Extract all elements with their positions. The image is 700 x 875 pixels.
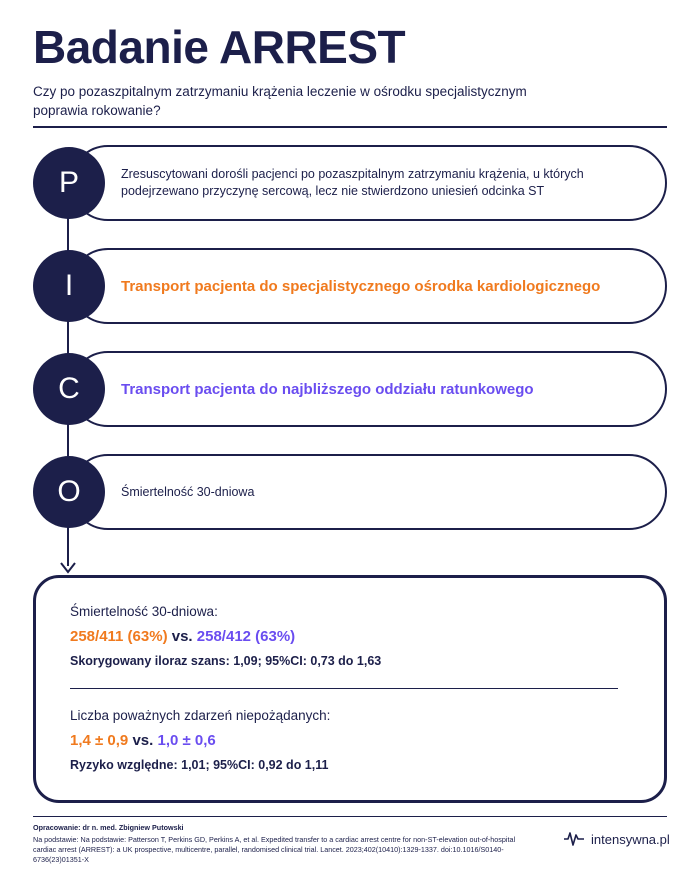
- outcome-text: Śmiertelność 30-dniowa: [121, 484, 255, 499]
- mortality-stat: Skorygowany iloraz szans: 1,09; 95%CI: 0,73 do 1,63: [70, 654, 382, 668]
- mortality-label: Śmiertelność 30-dniowa:: [70, 604, 218, 619]
- page-subtitle: Czy po pozaszpitalnym zatrzymaniu krążenia leczenie w ośrodku specjalistycznym poprawia rokowanie?: [33, 84, 527, 118]
- adverse-label: Liczba poważnych zdarzeń niepożądanych:: [70, 708, 331, 723]
- divider: [33, 126, 667, 128]
- mortality-intervention: 258/411 (63%): [70, 628, 168, 645]
- pico-letter-p: P: [33, 147, 105, 219]
- adverse-values: [70, 732, 216, 749]
- mortality-values: [70, 628, 295, 645]
- population-text: Zresuscytowani dorośli pacjenci po pozaszpitalnym zatrzymaniu krążenia, u których podejrzewano przyczynę sercową, lecz nie stwierdzono uniesień odcinka ST: [121, 167, 584, 198]
- adverse-control: 1,0 ± 0,6: [157, 732, 216, 749]
- results-box: [33, 575, 667, 803]
- pico-letter-c: C: [33, 353, 105, 425]
- vs-label: vs.: [171, 628, 193, 645]
- divider: [70, 688, 618, 689]
- brand-logo: [563, 830, 670, 848]
- adverse-intervention: 1,4 ± 0,9: [70, 732, 129, 749]
- footer-source: Na podstawie: Na podstawie: Patterson T, Perkins GD, Perkins A, et al. Expedited transfer to a cardiac arrest centre for non-ST-elevation out-of-hospital cardiac arrest (ARREST): a UK prospective, multicentre, parallel, randomised clinical trial. Lancet. 2023;402(10410):1329-1337. doi:10.1016/S0140-6736(23)01351-X: [33, 835, 516, 864]
- arrow-down-icon: [60, 562, 76, 574]
- pico-row-i: [33, 248, 667, 324]
- mortality-control: 258/412 (63%): [196, 628, 296, 645]
- intervention-text: Transport pacjenta do specjalistycznego ośrodka kardiologicznego: [121, 277, 601, 295]
- pico-row-o: [33, 454, 667, 530]
- divider: [33, 816, 667, 817]
- brand-name: intensywna.pl: [591, 831, 670, 847]
- footer-author: Opracowanie: dr n. med. Zbigniew Putowski: [33, 823, 184, 832]
- pico-letter-i: I: [33, 250, 105, 322]
- page-title: Badanie ARREST: [33, 21, 406, 73]
- comparison-text: Transport pacjenta do najbliższego oddziału ratunkowego: [121, 380, 534, 398]
- heartbeat-icon: [563, 830, 585, 848]
- footer: [33, 823, 533, 865]
- pico-row-c: [33, 351, 667, 427]
- adverse-stat: Ryzyko względne: 1,01; 95%CI: 0,92 do 1,11: [70, 758, 329, 772]
- pico-letter-o: O: [33, 456, 105, 528]
- vs-label: vs.: [132, 732, 154, 749]
- pico-row-p: [33, 145, 667, 221]
